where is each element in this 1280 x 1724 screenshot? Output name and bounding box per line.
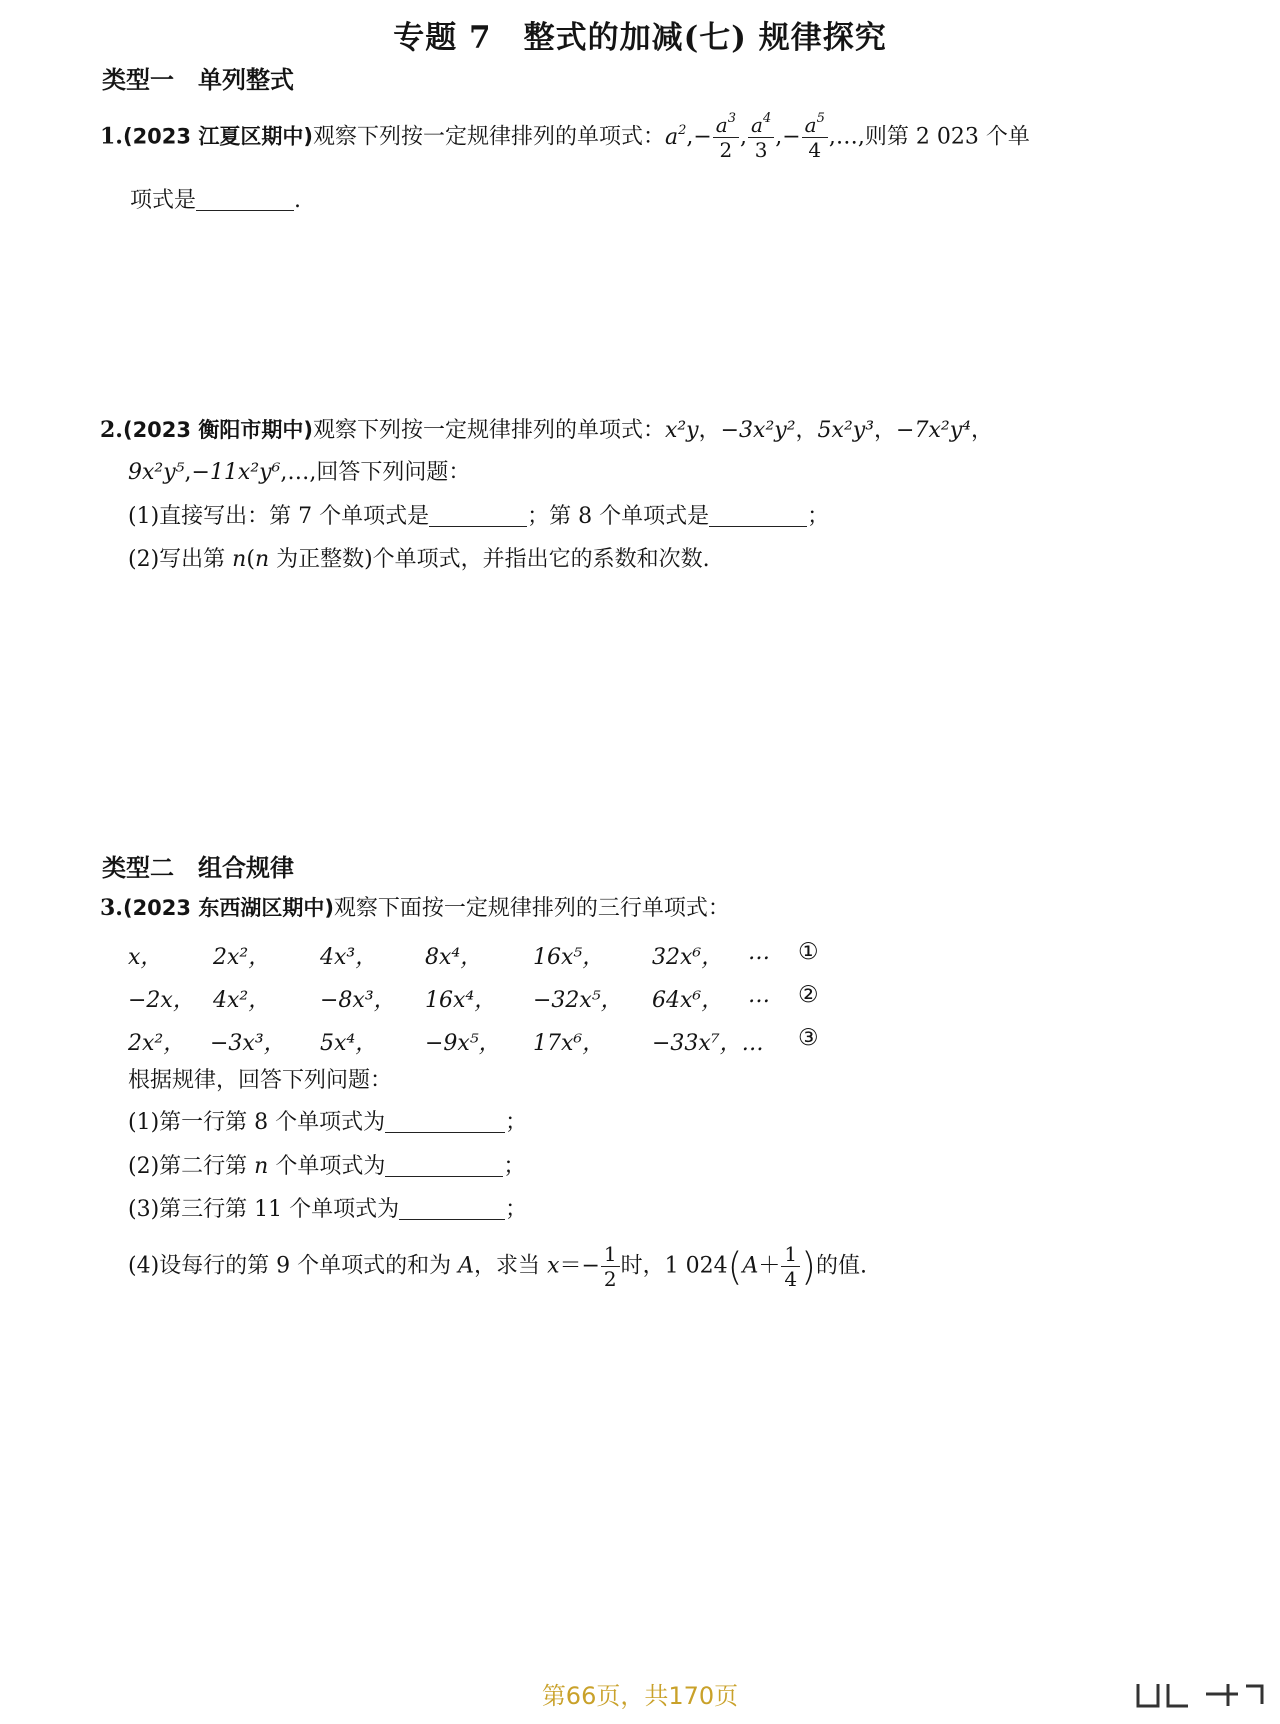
cell: −8x³， (320, 988, 396, 1013)
section-heading-type-2: 类型二 组合规律 (102, 854, 294, 882)
term: −11x²y⁶ (191, 460, 281, 485)
cell: 4x³， (320, 945, 378, 970)
term: x²y (664, 418, 699, 443)
question-source: (2023 江夏区期中) (122, 124, 313, 149)
fraction: $\frac{a^3}{2}$ (713, 113, 739, 162)
question-1: 1.(2023 江夏区期中)观察下列按一定规律排列的单项式：$a^2,-$ $\frac{a^3}{2}$ , $\frac{a^4}{3}$ ,− $\frac{a^5}{4}$ ,…,则第 2 023 个单 (100, 111, 1030, 162)
row-marker: ① (798, 939, 819, 965)
question-source: (2023 东西湖区期中) (122, 896, 334, 920)
question-3-part-4: (4)设每行的第 9 个单项式的和为 A，求当 x＝− $\frac{1}{2}$ 时，1 024(A＋ $\frac{1}{4}$ )的值. (128, 1242, 867, 1291)
question-source: (2023 衡阳市期中) (122, 418, 313, 442)
minus-sign: − (693, 124, 712, 150)
row-marker: ② (798, 982, 819, 1008)
fraction: $\frac{1}{2}$ (601, 1242, 620, 1291)
cell: −3x³， (210, 1031, 286, 1056)
question-text: 观察下列按一定规律排列的单项式： (312, 124, 665, 150)
question-2: 2.(2023 衡阳市期中)观察下列按一定规律排列的单项式：x²y，−3x²y²，5x²y³，−7x²y⁴， (100, 417, 993, 443)
question-text: 观察下面按一定规律排列的三行单项式： (333, 896, 730, 921)
cell: 16x⁴， (425, 988, 497, 1013)
answer-blank[interactable] (385, 1110, 505, 1133)
row-marker: ③ (798, 1025, 819, 1051)
cell: 2x²， (213, 945, 271, 970)
question-3-intro: 根据规律，回答下列问题： (128, 1068, 393, 1093)
page-counter: 第66页，共170页 (541, 1682, 739, 1710)
answer-blank[interactable] (385, 1154, 503, 1177)
question-text: 项式是 (130, 188, 197, 213)
cell: 5x⁴， (320, 1031, 378, 1056)
cell: 8x⁴， (425, 945, 483, 970)
question-2-part-1: (1)直接写出：第 7 个单项式是 ；第 8 个单项式是 ； (128, 504, 830, 529)
cell: 32x⁶， (652, 945, 724, 970)
fraction: $\frac{1}{4}$ (781, 1242, 800, 1291)
page-title: 专题 7 整式的加减(七) 规律探究 (393, 20, 887, 56)
cell: −33x⁷，… (652, 1031, 764, 1056)
minus-sign: − (782, 124, 801, 150)
section-heading-type-1: 类型一 单列整式 (102, 66, 294, 94)
question-3-part-3: (3)第三行第 11 个单项式为 ； (128, 1197, 528, 1222)
cell: … (748, 983, 770, 1008)
cell: 4x²， (213, 988, 271, 1013)
term: −3x²y² (720, 418, 796, 443)
term: $a^2$ (664, 122, 687, 150)
question-text: 观察下列按一定规律排列的单项式： (312, 418, 665, 443)
question-text-cont: ,…,则第 2 023 个单 (828, 124, 1030, 150)
cell: −9x⁵， (425, 1031, 501, 1056)
cell: … (748, 940, 770, 965)
cell: −2x， (128, 988, 195, 1013)
cell: 16x⁵， (533, 945, 605, 970)
fraction: $\frac{a^5}{4}$ (802, 113, 828, 162)
question-number: 1. (100, 123, 123, 150)
question-3-part-1: (1)第一行第 8 个单项式为 ； (128, 1110, 528, 1135)
watermark-logo-icon (1128, 1676, 1268, 1716)
cell: −32x⁵， (533, 988, 623, 1013)
answer-blank[interactable] (196, 188, 294, 211)
answer-blank[interactable] (709, 504, 807, 527)
question-3-part-2: (2)第二行第 n 个单项式为 ； (128, 1154, 526, 1179)
cell: 17x⁶， (533, 1031, 605, 1056)
question-number: 3. (100, 895, 123, 921)
term: 9x²y⁵ (128, 460, 185, 485)
question-2-part-2: (2)写出第 n(n 为正整数)个单项式，并指出它的系数和次数. (128, 547, 710, 572)
question-2-line-2: 9x²y⁵,−11x²y⁶,…,回答下列问题： (128, 460, 471, 485)
question-1-line-2: 项式是 . (130, 188, 302, 213)
term: −7x²y⁴ (896, 418, 971, 443)
term: 5x²y³ (817, 418, 875, 443)
question-number: 2. (100, 417, 123, 443)
answer-blank[interactable] (399, 1197, 505, 1220)
cell: 2x²， (128, 1031, 186, 1056)
answer-blank[interactable] (429, 504, 527, 527)
question-3 (100, 893, 730, 924)
cell: x， (128, 945, 163, 970)
cell: 64x⁶， (652, 988, 724, 1013)
fraction: $\frac{a^4}{3}$ (748, 113, 774, 162)
